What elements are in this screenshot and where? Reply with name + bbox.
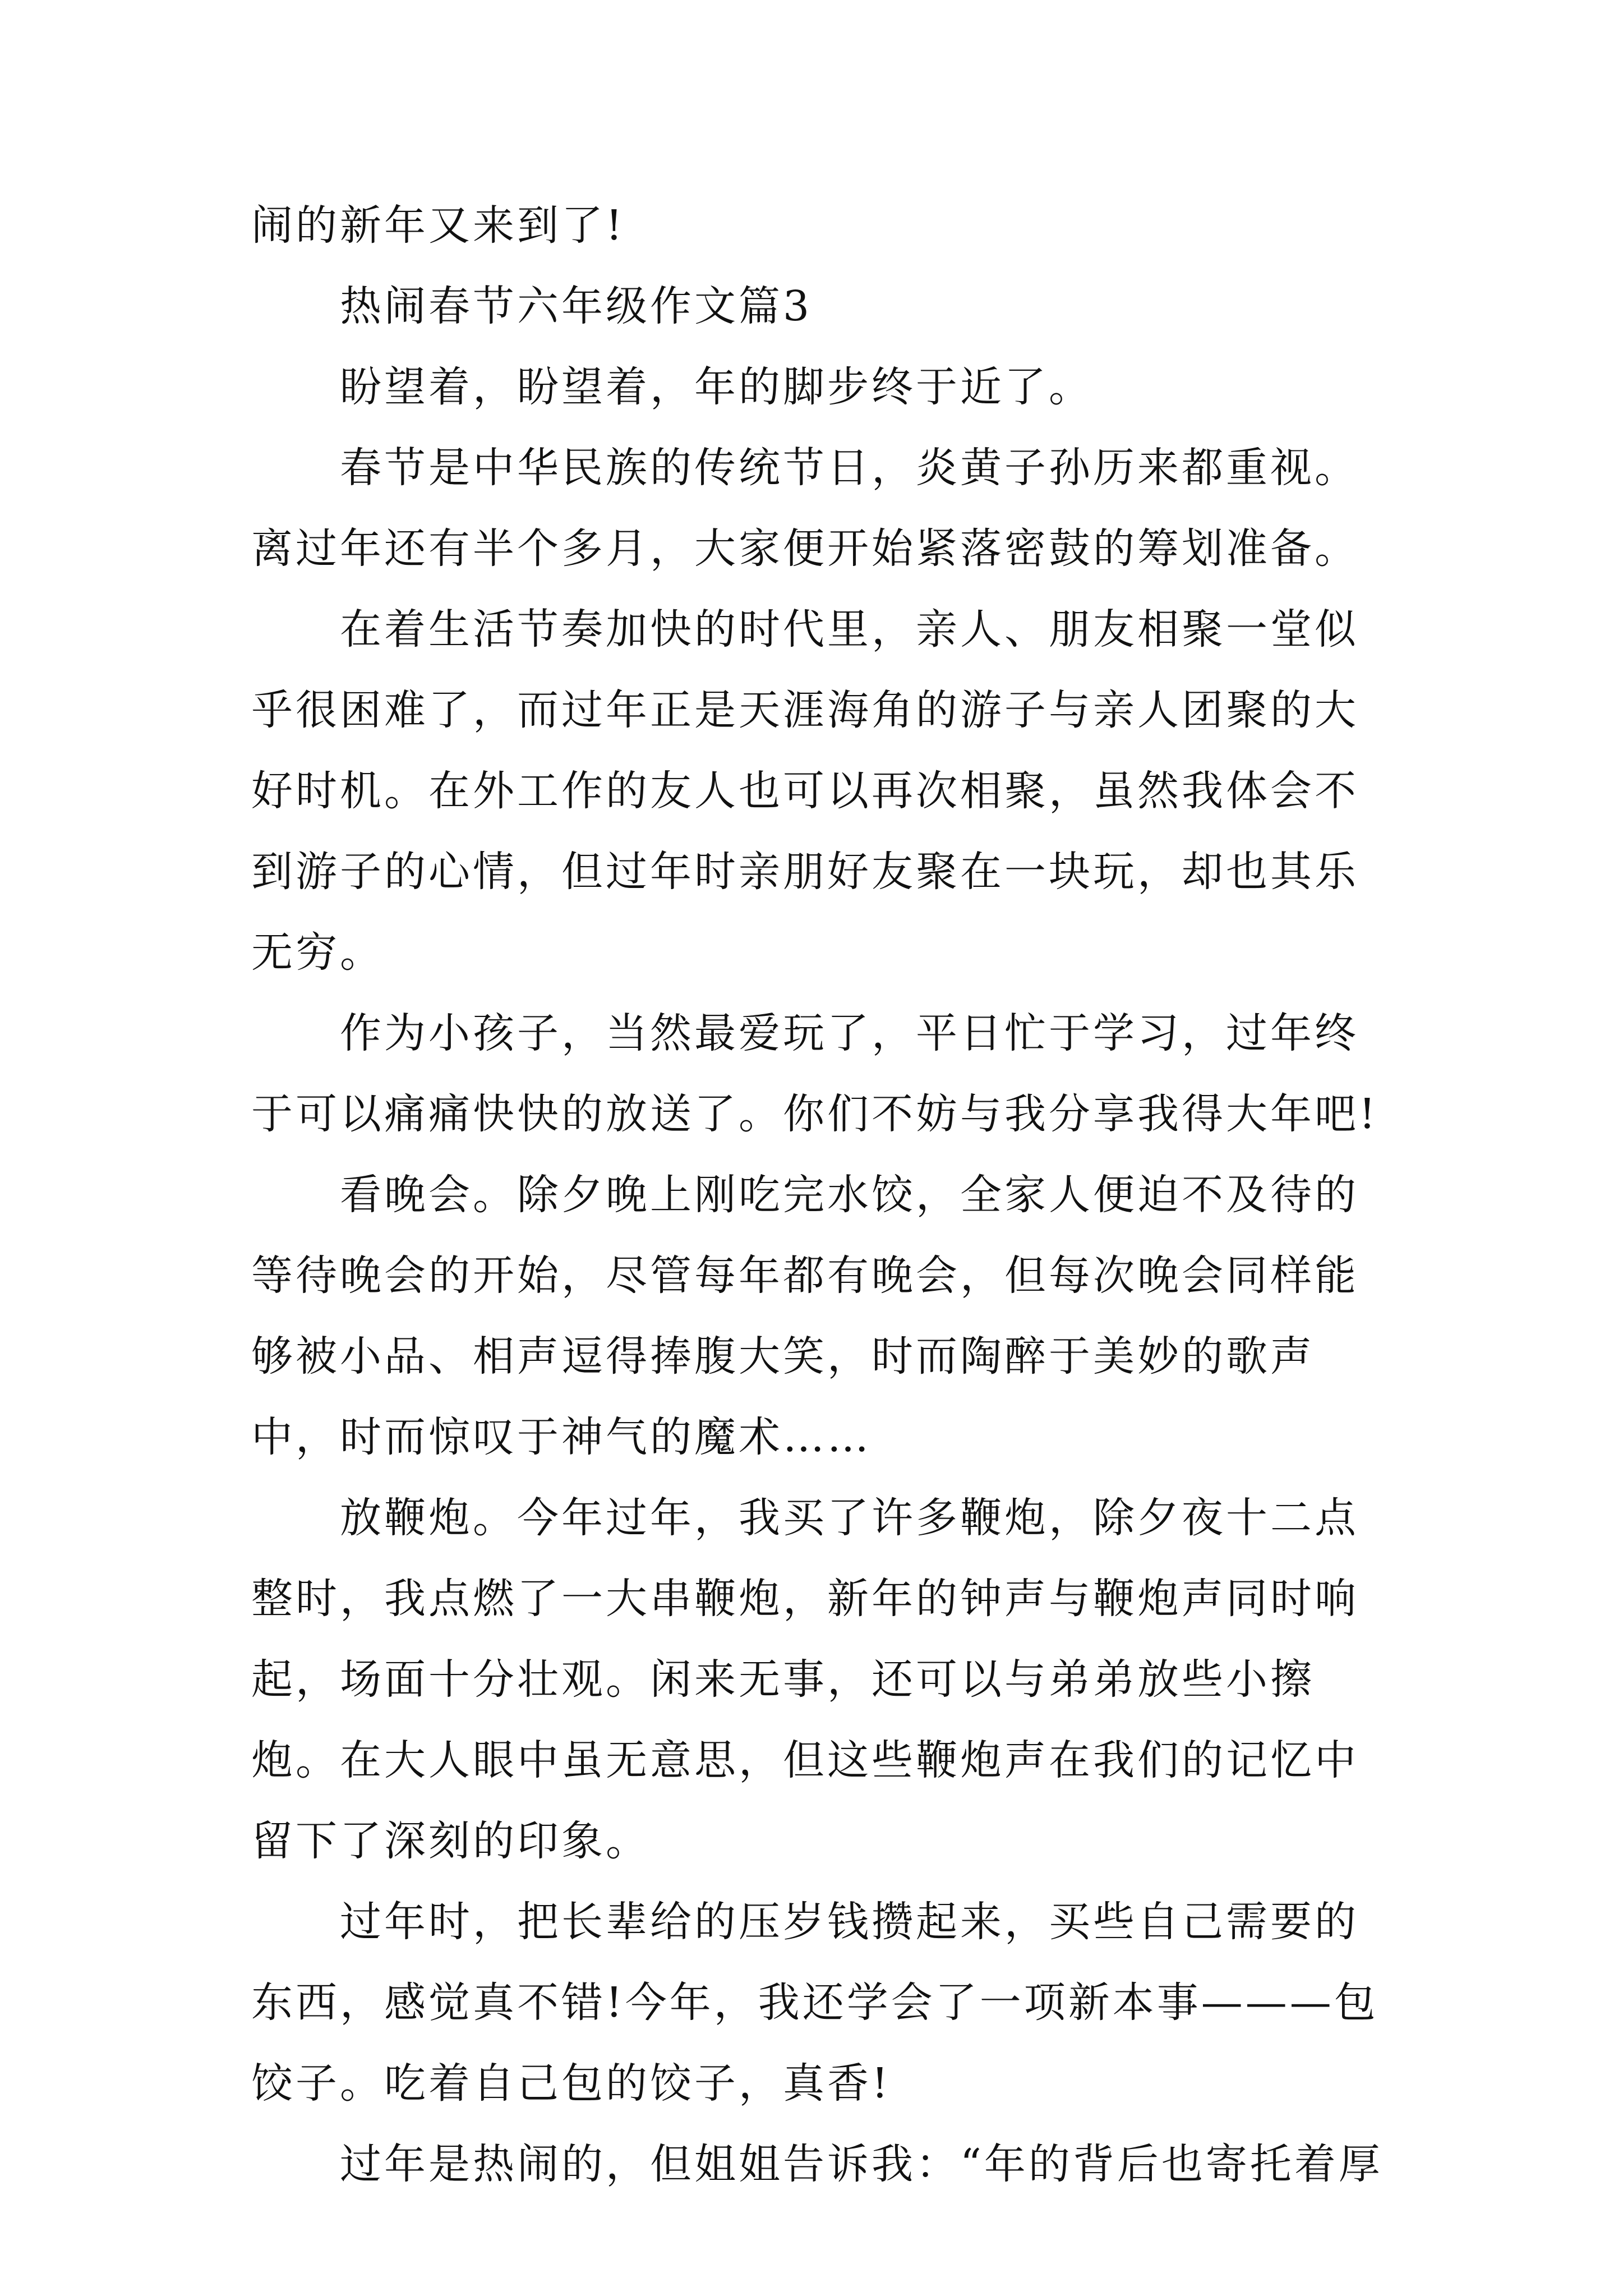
paragraph: 作为小孩子，当然最爱玩了，平日忙于学习，过年终于可以痛痛快快的放送了。你们不妨与我分享我得大年吧! bbox=[251, 1009, 1378, 1138]
paragraph: 春节是中华民族的传统节日，炎黄子孙历来都重视。离过年还有半个多月，大家便开始紧落密鼓的筹划准备。 bbox=[251, 444, 1359, 573]
paragraph: 过年是热闹的，但姐姐告诉我：“年的背后也寄托着厚 bbox=[340, 2140, 1383, 2188]
section-heading: 热闹春节六年级作文篇3 bbox=[340, 282, 813, 330]
paragraph: 看晚会。除夕晚上刚吃完水饺，全家人便迫不及待的等待晚会的开始，尽管每年都有晚会，但每次晚会同样能够被小品、相声逗得捧腹大笑，时而陶醉于美妙的歌声中，时而惊叹于神气的魔术…… bbox=[251, 1171, 1359, 1461]
paragraph: 过年时，把长辈给的压岁钱攒起来，买些自己需要的东西，感觉真不错!今年，我还学会了一项新本事———包饺子。吃着自己包的饺子，真香! bbox=[251, 1898, 1378, 2108]
paragraph: 在着生活节奏加快的时代里，亲人、朋友相聚一堂似乎很困难了，而过年正是天涯海角的游子与亲人团聚的大好时机。在外工作的友人也可以再次相聚，虽然我体会不到游子的心情，但过年时亲朋好友聚在一块玩，却也其乐无穷。 bbox=[251, 605, 1359, 977]
document-body bbox=[251, 185, 1384, 2205]
paragraph: 盼望着，盼望着，年的脚步终于近了。 bbox=[340, 363, 1093, 411]
paragraph: 放鞭炮。今年过年，我买了许多鞭炮，除夕夜十二点整时，我点燃了一大串鞭炮，新年的钟声与鞭炮声同时响起，场面十分壮观。闲来无事，还可以与弟弟放些小擦炮。在大人眼中虽无意思，但这些鞭炮声在我们的记忆中留下了深刻的印象。 bbox=[251, 1494, 1359, 1865]
paragraph-continuation: 闹的新年又来到了! bbox=[251, 201, 625, 250]
